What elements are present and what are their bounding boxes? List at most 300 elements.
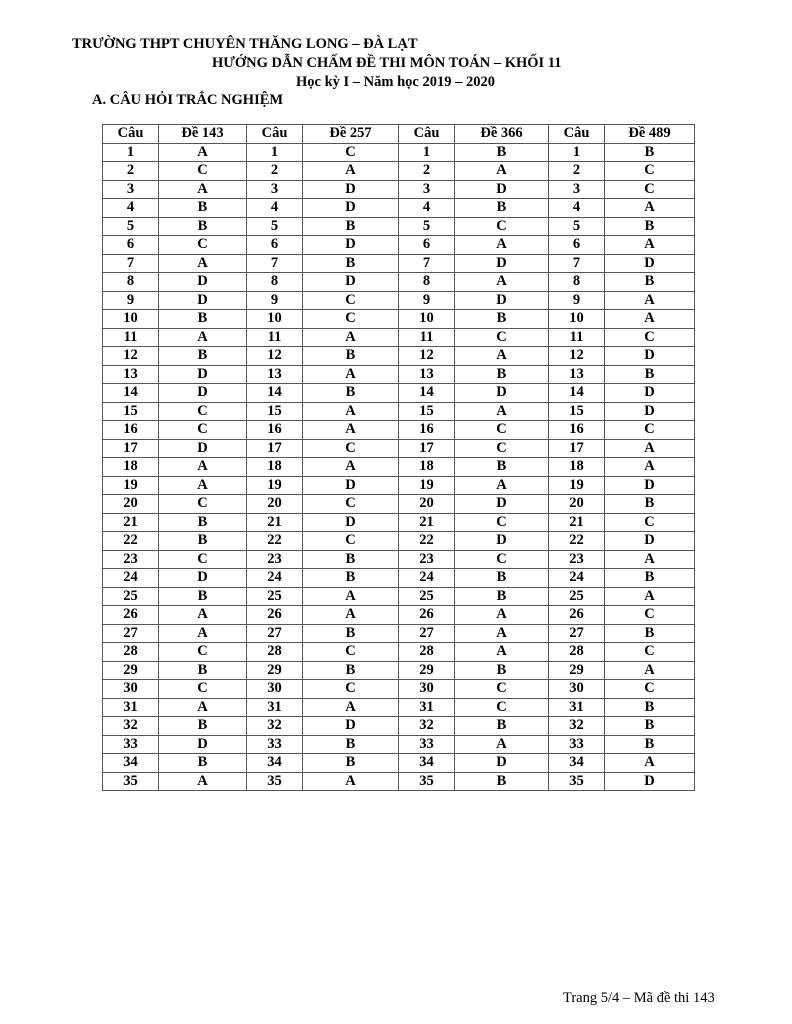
answer-cell: A [303, 365, 399, 384]
answer-cell: C [303, 495, 399, 514]
document-title: HƯỚNG DẪN CHẤM ĐỀ THI MÔN TOÁN – KHỐI 11 [212, 55, 562, 71]
question-number-cell: 32 [247, 717, 303, 736]
answer-cell: B [159, 532, 247, 551]
question-number-cell: 32 [549, 717, 605, 736]
question-number-cell: 31 [549, 698, 605, 717]
answer-cell: D [159, 273, 247, 292]
question-number-cell: 35 [399, 772, 455, 791]
answer-cell: D [605, 772, 695, 791]
answer-cell: D [159, 384, 247, 403]
answer-cell: C [159, 643, 247, 662]
answer-cell: D [159, 439, 247, 458]
question-number-cell: 10 [399, 310, 455, 329]
question-number-cell: 29 [247, 661, 303, 680]
question-number-cell: 11 [103, 328, 159, 347]
answer-cell: D [455, 532, 549, 551]
question-number-cell: 5 [103, 217, 159, 236]
question-number-cell: 20 [247, 495, 303, 514]
table-row [103, 273, 695, 292]
question-number-cell: 28 [399, 643, 455, 662]
question-number-cell: 25 [103, 587, 159, 606]
question-number-cell: 12 [399, 347, 455, 366]
answer-cell: C [455, 217, 549, 236]
answer-cell: B [303, 384, 399, 403]
question-number-cell: 34 [549, 754, 605, 773]
question-number-cell: 34 [103, 754, 159, 773]
question-number-cell: 29 [399, 661, 455, 680]
question-number-cell: 14 [247, 384, 303, 403]
question-number-cell: 15 [247, 402, 303, 421]
question-number-cell: 2 [399, 162, 455, 181]
answer-cell: C [455, 439, 549, 458]
answer-cell: C [159, 550, 247, 569]
answer-cell: B [303, 347, 399, 366]
question-number-cell: 31 [399, 698, 455, 717]
table-header-row [103, 125, 695, 144]
question-number-cell: 3 [247, 180, 303, 199]
question-number-cell: 3 [399, 180, 455, 199]
answer-cell: B [605, 698, 695, 717]
question-number-cell: 28 [103, 643, 159, 662]
answer-cell: C [303, 143, 399, 162]
column-header: Câu [549, 125, 605, 144]
question-number-cell: 5 [247, 217, 303, 236]
question-number-cell: 7 [399, 254, 455, 273]
answer-cell: B [159, 513, 247, 532]
answer-cell: B [455, 772, 549, 791]
question-number-cell: 22 [247, 532, 303, 551]
question-number-cell: 15 [549, 402, 605, 421]
answer-cell: A [303, 698, 399, 717]
question-number-cell: 9 [247, 291, 303, 310]
answer-cell: C [605, 606, 695, 625]
question-number-cell: 22 [549, 532, 605, 551]
question-number-cell: 10 [247, 310, 303, 329]
table-row [103, 624, 695, 643]
column-header: Đề 257 [303, 125, 399, 144]
answer-cell: D [605, 532, 695, 551]
table-row [103, 236, 695, 255]
answer-cell: A [605, 587, 695, 606]
column-header: Câu [399, 125, 455, 144]
answer-cell: A [303, 162, 399, 181]
table-row [103, 754, 695, 773]
question-number-cell: 19 [399, 476, 455, 495]
table-row [103, 291, 695, 310]
question-number-cell: 16 [399, 421, 455, 440]
question-number-cell: 32 [399, 717, 455, 736]
section-heading: A. CÂU HỎI TRẮC NGHIỆM [92, 92, 284, 108]
question-number-cell: 5 [549, 217, 605, 236]
question-number-cell: 6 [399, 236, 455, 255]
answer-cell: B [455, 587, 549, 606]
answer-cell: B [605, 217, 695, 236]
answer-cell: D [303, 513, 399, 532]
answer-cell: A [455, 162, 549, 181]
question-number-cell: 9 [399, 291, 455, 310]
question-number-cell: 18 [549, 458, 605, 477]
answer-cell: A [303, 606, 399, 625]
question-number-cell: 15 [399, 402, 455, 421]
answer-cell: A [455, 273, 549, 292]
table-row [103, 347, 695, 366]
question-number-cell: 14 [399, 384, 455, 403]
answer-cell: B [455, 569, 549, 588]
answer-cell: B [605, 735, 695, 754]
answer-cell: D [605, 402, 695, 421]
answer-table-body [103, 143, 695, 791]
answer-cell: A [159, 772, 247, 791]
answer-cell: D [605, 347, 695, 366]
question-number-cell: 29 [549, 661, 605, 680]
question-number-cell: 24 [399, 569, 455, 588]
answer-cell: B [605, 717, 695, 736]
question-number-cell: 24 [247, 569, 303, 588]
question-number-cell: 13 [103, 365, 159, 384]
answer-cell: A [605, 754, 695, 773]
answer-cell: A [303, 458, 399, 477]
column-header: Đề 489 [605, 125, 695, 144]
question-number-cell: 16 [103, 421, 159, 440]
answer-cell: B [303, 254, 399, 273]
answer-cell: B [159, 217, 247, 236]
question-number-cell: 26 [103, 606, 159, 625]
answer-cell: D [605, 254, 695, 273]
question-number-cell: 8 [247, 273, 303, 292]
answer-cell: A [455, 624, 549, 643]
question-number-cell: 33 [399, 735, 455, 754]
answer-cell: A [303, 328, 399, 347]
answer-cell: C [455, 421, 549, 440]
answer-cell: A [159, 143, 247, 162]
answer-cell: A [455, 643, 549, 662]
answer-cell: C [605, 680, 695, 699]
question-number-cell: 27 [399, 624, 455, 643]
question-number-cell: 21 [549, 513, 605, 532]
answer-cell: A [303, 772, 399, 791]
answer-cell: A [159, 606, 247, 625]
answer-cell: C [605, 421, 695, 440]
question-number-cell: 16 [247, 421, 303, 440]
table-row [103, 199, 695, 218]
table-row [103, 569, 695, 588]
question-number-cell: 4 [549, 199, 605, 218]
answer-cell: C [303, 643, 399, 662]
answer-cell: B [605, 143, 695, 162]
question-number-cell: 11 [399, 328, 455, 347]
question-number-cell: 28 [247, 643, 303, 662]
table-row [103, 421, 695, 440]
question-number-cell: 6 [549, 236, 605, 255]
question-number-cell: 33 [549, 735, 605, 754]
question-number-cell: 31 [247, 698, 303, 717]
table-row [103, 439, 695, 458]
question-number-cell: 1 [103, 143, 159, 162]
column-header: Đề 143 [159, 125, 247, 144]
answer-cell: A [455, 236, 549, 255]
answer-cell: A [159, 254, 247, 273]
answer-cell: C [455, 513, 549, 532]
question-number-cell: 14 [549, 384, 605, 403]
question-number-cell: 3 [549, 180, 605, 199]
table-row [103, 217, 695, 236]
answer-cell: A [605, 661, 695, 680]
question-number-cell: 20 [103, 495, 159, 514]
question-number-cell: 26 [247, 606, 303, 625]
table-row [103, 532, 695, 551]
table-row [103, 698, 695, 717]
question-number-cell: 30 [549, 680, 605, 699]
answer-cell: B [159, 587, 247, 606]
question-number-cell: 30 [247, 680, 303, 699]
table-row [103, 513, 695, 532]
answer-cell: B [303, 624, 399, 643]
answer-cell: C [303, 680, 399, 699]
question-number-cell: 26 [549, 606, 605, 625]
answer-cell: A [605, 439, 695, 458]
question-number-cell: 23 [103, 550, 159, 569]
question-number-cell: 35 [549, 772, 605, 791]
answer-cell: B [605, 624, 695, 643]
question-number-cell: 13 [399, 365, 455, 384]
answer-cell: C [303, 439, 399, 458]
question-number-cell: 15 [103, 402, 159, 421]
answer-cell: A [159, 698, 247, 717]
question-number-cell: 24 [549, 569, 605, 588]
table-row [103, 476, 695, 495]
table-row [103, 495, 695, 514]
question-number-cell: 25 [247, 587, 303, 606]
question-number-cell: 35 [247, 772, 303, 791]
question-number-cell: 28 [549, 643, 605, 662]
answer-cell: D [455, 180, 549, 199]
answer-cell: C [605, 643, 695, 662]
answer-cell: B [159, 754, 247, 773]
question-number-cell: 14 [103, 384, 159, 403]
answer-cell: D [159, 569, 247, 588]
answer-cell: B [455, 365, 549, 384]
question-number-cell: 18 [247, 458, 303, 477]
answer-cell: D [303, 199, 399, 218]
answer-cell: B [455, 143, 549, 162]
answer-cell: B [159, 347, 247, 366]
answer-cell: C [303, 532, 399, 551]
question-number-cell: 31 [103, 698, 159, 717]
question-number-cell: 34 [399, 754, 455, 773]
question-number-cell: 4 [247, 199, 303, 218]
question-number-cell: 7 [549, 254, 605, 273]
answer-cell: B [159, 661, 247, 680]
answer-cell: B [303, 735, 399, 754]
table-row [103, 162, 695, 181]
answer-cell: B [605, 273, 695, 292]
answer-cell: D [303, 180, 399, 199]
answer-cell: A [455, 402, 549, 421]
answer-cell: A [159, 458, 247, 477]
answer-cell: C [159, 162, 247, 181]
answer-cell: B [303, 550, 399, 569]
answer-cell: B [159, 310, 247, 329]
question-number-cell: 11 [549, 328, 605, 347]
answer-cell: C [455, 328, 549, 347]
answer-cell: A [455, 476, 549, 495]
answer-cell: C [455, 698, 549, 717]
answer-cell: C [605, 180, 695, 199]
answer-cell: B [605, 569, 695, 588]
answer-cell: A [455, 347, 549, 366]
question-number-cell: 9 [103, 291, 159, 310]
question-number-cell: 33 [103, 735, 159, 754]
question-number-cell: 10 [103, 310, 159, 329]
answer-cell: A [159, 328, 247, 347]
question-number-cell: 20 [549, 495, 605, 514]
answer-cell: A [605, 199, 695, 218]
answer-cell: C [303, 310, 399, 329]
question-number-cell: 33 [247, 735, 303, 754]
answer-cell: C [159, 236, 247, 255]
table-row [103, 772, 695, 791]
answer-cell: B [455, 717, 549, 736]
table-row [103, 384, 695, 403]
question-number-cell: 12 [103, 347, 159, 366]
question-number-cell: 8 [103, 273, 159, 292]
table-row [103, 402, 695, 421]
question-number-cell: 8 [549, 273, 605, 292]
question-number-cell: 23 [549, 550, 605, 569]
question-number-cell: 23 [247, 550, 303, 569]
question-number-cell: 17 [399, 439, 455, 458]
answer-cell: A [159, 624, 247, 643]
question-number-cell: 9 [549, 291, 605, 310]
question-number-cell: 3 [103, 180, 159, 199]
question-number-cell: 19 [549, 476, 605, 495]
question-number-cell: 4 [103, 199, 159, 218]
question-number-cell: 7 [103, 254, 159, 273]
table-row [103, 661, 695, 680]
question-number-cell: 30 [103, 680, 159, 699]
answer-cell: C [159, 680, 247, 699]
answer-cell: C [159, 421, 247, 440]
question-number-cell: 34 [247, 754, 303, 773]
question-number-cell: 22 [103, 532, 159, 551]
question-number-cell: 35 [103, 772, 159, 791]
answer-cell: D [455, 254, 549, 273]
school-term: Học kỳ I – Năm học 2019 – 2020 [296, 74, 495, 90]
table-row [103, 180, 695, 199]
answer-cell: A [159, 180, 247, 199]
question-number-cell: 13 [247, 365, 303, 384]
question-number-cell: 27 [549, 624, 605, 643]
question-number-cell: 19 [247, 476, 303, 495]
question-number-cell: 16 [549, 421, 605, 440]
answer-cell: B [605, 495, 695, 514]
table-row [103, 717, 695, 736]
answer-cell: A [605, 550, 695, 569]
answer-cell: C [159, 402, 247, 421]
table-row [103, 365, 695, 384]
question-number-cell: 6 [247, 236, 303, 255]
answer-cell: A [455, 606, 549, 625]
question-number-cell: 18 [103, 458, 159, 477]
table-row [103, 254, 695, 273]
answer-cell: C [303, 291, 399, 310]
answer-cell: A [303, 587, 399, 606]
answer-cell: B [303, 569, 399, 588]
answer-cell: D [455, 384, 549, 403]
table-row [103, 310, 695, 329]
answer-cell: B [159, 199, 247, 218]
column-header: Câu [247, 125, 303, 144]
school-name: TRƯỜNG THPT CHUYÊN THĂNG LONG – ĐÀ LẠT [72, 36, 418, 52]
table-row [103, 328, 695, 347]
question-number-cell: 12 [549, 347, 605, 366]
question-number-cell: 1 [549, 143, 605, 162]
question-number-cell: 2 [247, 162, 303, 181]
answer-cell: D [455, 754, 549, 773]
answer-cell: A [605, 236, 695, 255]
answer-cell: C [605, 162, 695, 181]
question-number-cell: 17 [103, 439, 159, 458]
question-number-cell: 11 [247, 328, 303, 347]
question-number-cell: 4 [399, 199, 455, 218]
question-number-cell: 10 [549, 310, 605, 329]
answer-cell: B [605, 365, 695, 384]
answer-cell: D [455, 291, 549, 310]
table-row [103, 680, 695, 699]
table-row [103, 735, 695, 754]
question-number-cell: 5 [399, 217, 455, 236]
answer-cell: C [455, 550, 549, 569]
question-number-cell: 32 [103, 717, 159, 736]
table-row [103, 458, 695, 477]
answer-cell: D [159, 291, 247, 310]
answer-cell: D [303, 273, 399, 292]
answer-cell: D [159, 735, 247, 754]
page-footer: Trang 5/4 – Mã đề thi 143 [563, 990, 715, 1006]
question-number-cell: 8 [399, 273, 455, 292]
answer-cell: B [303, 754, 399, 773]
question-number-cell: 21 [103, 513, 159, 532]
answer-cell: B [455, 458, 549, 477]
answer-cell: D [605, 384, 695, 403]
table-row [103, 643, 695, 662]
answer-cell: D [455, 495, 549, 514]
question-number-cell: 7 [247, 254, 303, 273]
table-row [103, 606, 695, 625]
question-number-cell: 23 [399, 550, 455, 569]
table-row [103, 550, 695, 569]
answer-cell: A [303, 421, 399, 440]
answer-cell: D [303, 717, 399, 736]
answer-cell: A [605, 310, 695, 329]
question-number-cell: 25 [549, 587, 605, 606]
question-number-cell: 1 [247, 143, 303, 162]
answer-cell: D [605, 476, 695, 495]
question-number-cell: 24 [103, 569, 159, 588]
answer-cell: A [605, 458, 695, 477]
answer-cell: B [303, 661, 399, 680]
answer-cell: A [605, 291, 695, 310]
question-number-cell: 26 [399, 606, 455, 625]
answer-cell: B [455, 199, 549, 218]
column-header: Đề 366 [455, 125, 549, 144]
question-number-cell: 1 [399, 143, 455, 162]
answer-cell: D [159, 365, 247, 384]
question-number-cell: 17 [247, 439, 303, 458]
question-number-cell: 18 [399, 458, 455, 477]
question-number-cell: 27 [103, 624, 159, 643]
question-number-cell: 2 [103, 162, 159, 181]
